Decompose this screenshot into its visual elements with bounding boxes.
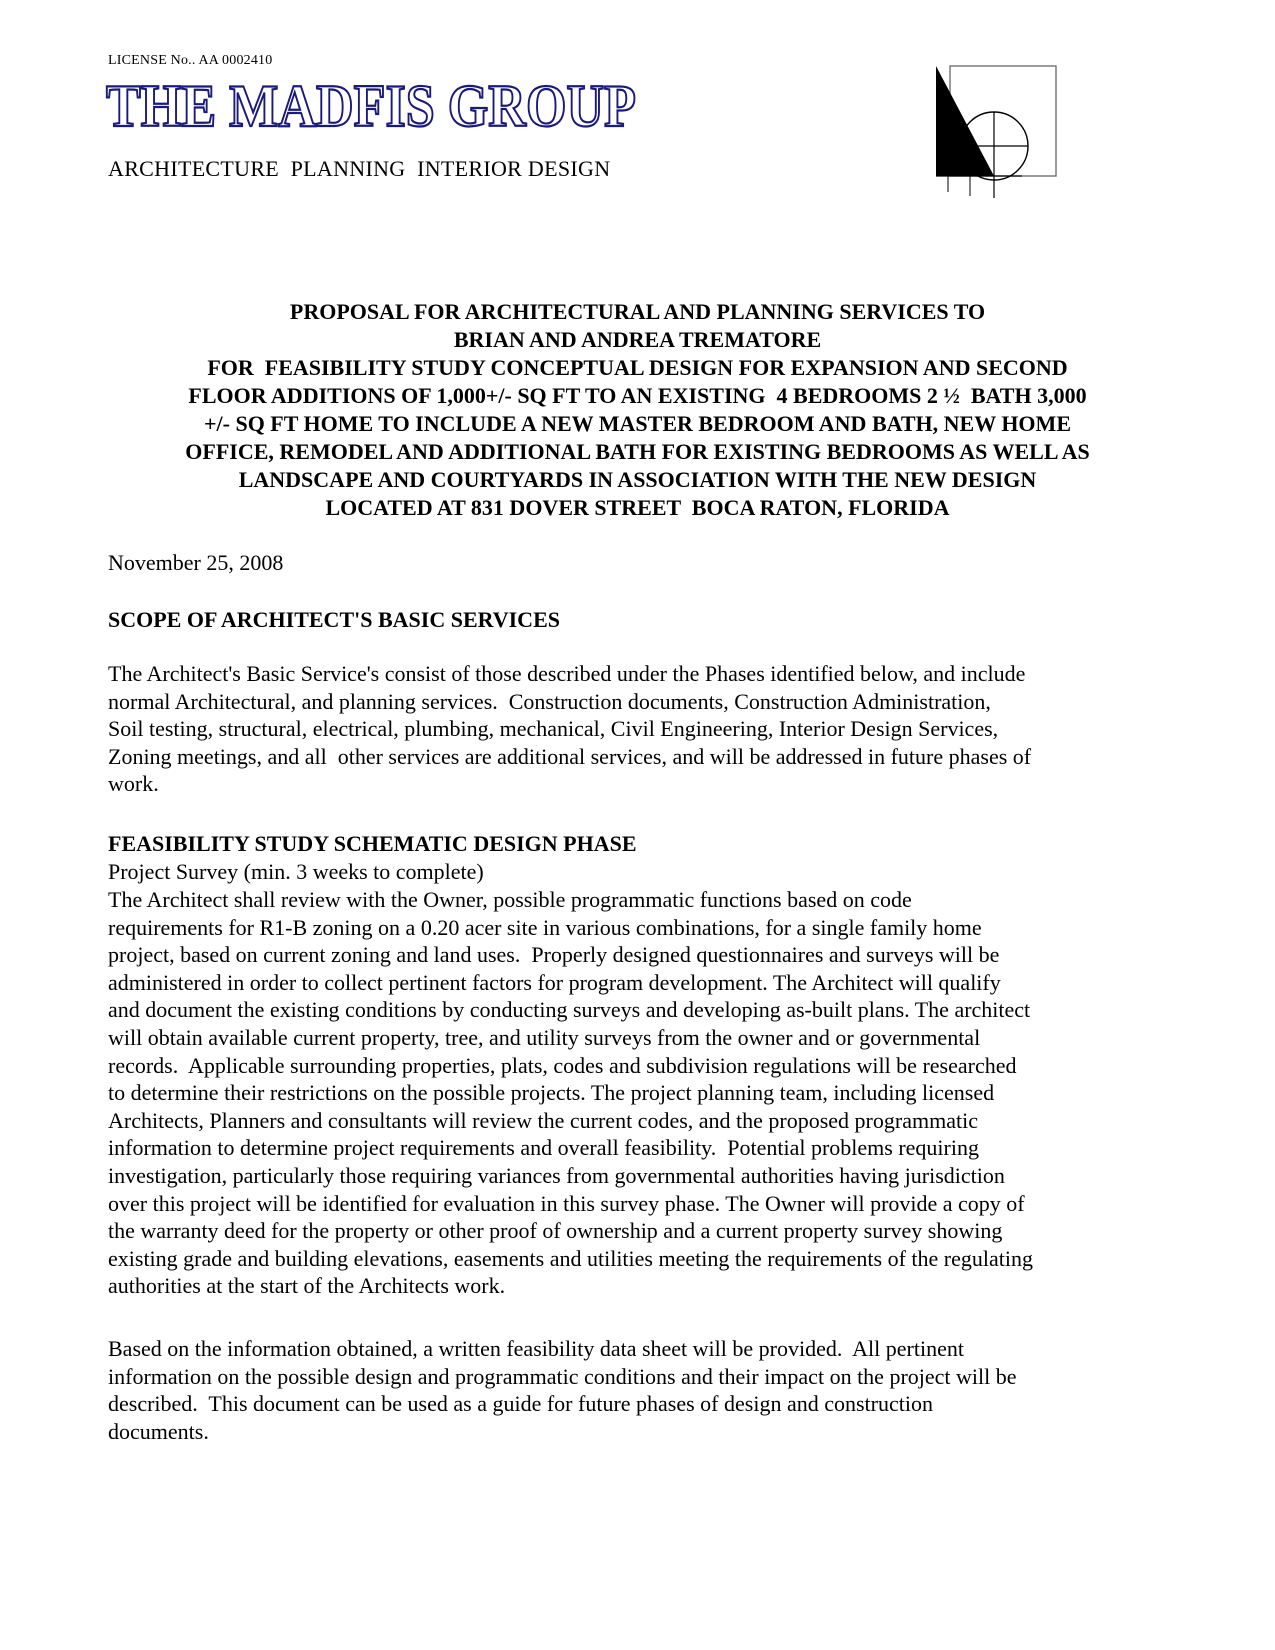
paragraph-line: Architects, Planners and consultants will review the current codes, and the proposed programmatic [108, 1107, 978, 1133]
paragraph-line: will obtain available current property, tree, and utility surveys from the owner and or governmental [108, 1024, 981, 1050]
scope-heading: SCOPE OF ARCHITECT'S BASIC SERVICES [108, 607, 560, 632]
title-line: FLOOR ADDITIONS OF 1,000+/- SQ FT TO AN EXISTING 4 BEDROOMS 2 ½ BATH 3,000 [188, 383, 1087, 408]
paragraph-line: over this project will be identified for evaluation in this survey phase. The Owner will provide a copy of [108, 1190, 1025, 1216]
paragraph-line: normal Architectural, and planning services. Construction documents, Construction Administration, [108, 688, 991, 714]
proposal-title [100, 298, 1175, 522]
paragraph-line: The Architect shall review with the Owner, possible programmatic functions based on code [108, 887, 912, 912]
paragraph-line: the warranty deed for the property or other proof of ownership and a current property survey showing [108, 1218, 1003, 1244]
title-line: LANDSCAPE AND COURTYARDS IN ASSOCIATION WITH THE NEW DESIGN [238, 467, 1037, 492]
paragraph-line: requirements for R1-B zoning on a 0.20 acer site in various combinations, for a single family home [108, 914, 982, 940]
firm-logotype [104, 68, 644, 140]
paragraph-line: work. [108, 771, 159, 797]
firm-name: THE MADFIS GROUP [106, 73, 636, 139]
survey-paragraph [108, 886, 1118, 1300]
paragraph-line: information on the possible design and programmatic conditions and their impact on the project will be [108, 1363, 1017, 1389]
paragraph-line: and document the existing conditions by conducting surveys and developing as-built plans. The architect [108, 997, 1031, 1023]
paragraph-line: The Architect's Basic Service's consist of those described under the Phases identified below, and include [108, 661, 1026, 686]
title-line: PROPOSAL FOR ARCHITECTURAL AND PLANNING SERVICES TO [289, 299, 986, 324]
title-line: LOCATED AT 831 DOVER STREET BOCA RATON, FLORIDA [325, 495, 950, 520]
firm-tagline: ARCHITECTURE PLANNING INTERIOR DESIGN [108, 156, 611, 181]
paragraph-line: existing grade and building elevations, easements and utilities meeting the requirements of the regulating [108, 1245, 1033, 1271]
paragraph-line: documents. [108, 1418, 209, 1444]
paragraph-line: administered in order to collect pertinent factors for program development. The Architect will qualify [108, 969, 1001, 995]
paragraph-line: records. Applicable surrounding properties, plats, codes and subdivision regulations will be researched [108, 1052, 1017, 1078]
paragraph-line: Soil testing, structural, electrical, plumbing, mechanical, Civil Engineering, Interior Design Services, [108, 716, 999, 742]
license-number: LICENSE No.. AA 0002410 [108, 53, 273, 68]
architect-mark-icon [930, 64, 1058, 202]
feasibility-heading: FEASIBILITY STUDY SCHEMATIC DESIGN PHASE [108, 831, 637, 856]
data-sheet-paragraph [108, 1335, 1118, 1445]
paragraph-line: information to determine project requirements and overall feasibility. Potential problems requiring [108, 1135, 979, 1161]
scope-paragraph [108, 660, 1118, 798]
title-line: BRIAN AND ANDREA TREMATORE [453, 327, 822, 352]
title-line: FOR FEASIBILITY STUDY CONCEPTUAL DESIGN FOR EXPANSION AND SECOND [207, 355, 1068, 380]
paragraph-line: Based on the information obtained, a written feasibility data sheet will be provided. All pertinent [108, 1336, 964, 1361]
paragraph-line: to determine their restrictions on the possible projects. The project planning team, including licensed [108, 1080, 995, 1106]
paragraph-line: authorities at the start of the Architects work. [108, 1273, 506, 1299]
title-line: +/- SQ FT HOME TO INCLUDE A NEW MASTER BEDROOM AND BATH, NEW HOME [203, 411, 1071, 436]
paragraph-line: project, based on current zoning and land uses. Properly designed questionnaires and surveys will be [108, 942, 1000, 968]
proposal-date: November 25, 2008 [108, 550, 284, 575]
title-line: OFFICE, REMODEL AND ADDITIONAL BATH FOR EXISTING BEDROOMS AS WELL AS [185, 439, 1090, 464]
paragraph-line: Zoning meetings, and all other services are additional services, and will be addressed in future phases of [108, 743, 1032, 769]
paragraph-line: investigation, particularly those requiring variances from governmental authorities having jurisdiction [108, 1162, 1005, 1188]
survey-label: Project Survey (min. 3 weeks to complete) [108, 859, 484, 884]
paragraph-line: described. This document can be used as a guide for future phases of design and construction [108, 1391, 933, 1417]
